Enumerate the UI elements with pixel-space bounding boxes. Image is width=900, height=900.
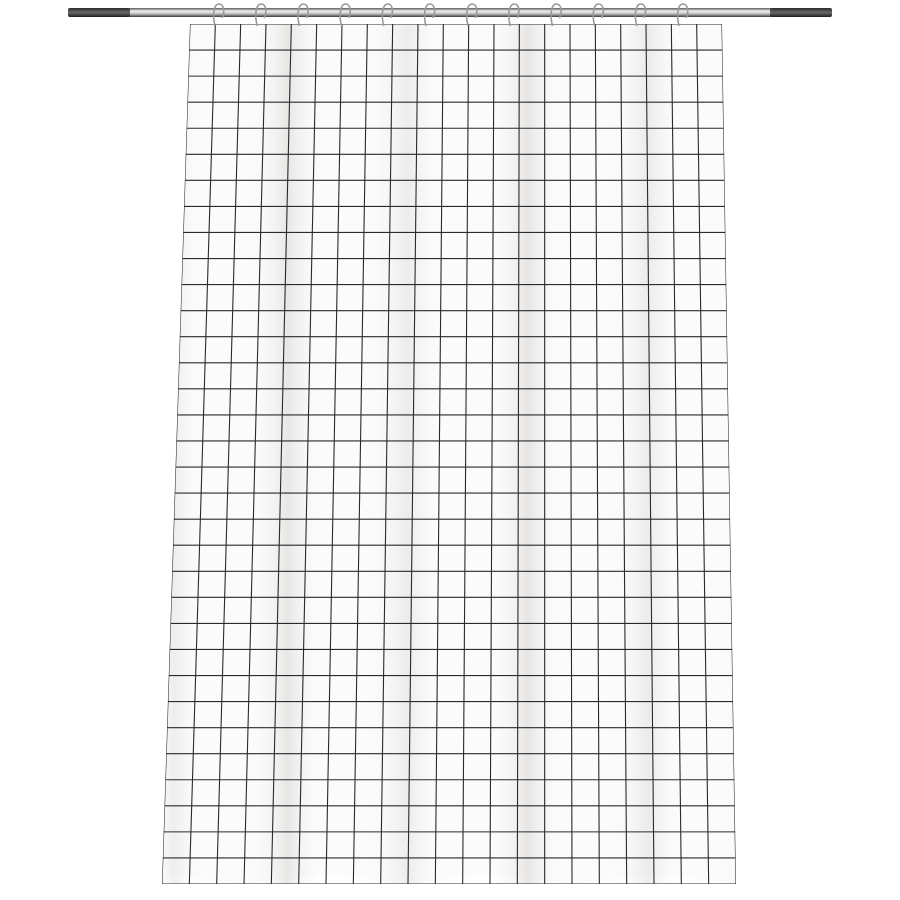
fold-shading: [150, 20, 750, 900]
curtain-rod: [68, 8, 832, 17]
curtain-fabric: [150, 20, 750, 900]
